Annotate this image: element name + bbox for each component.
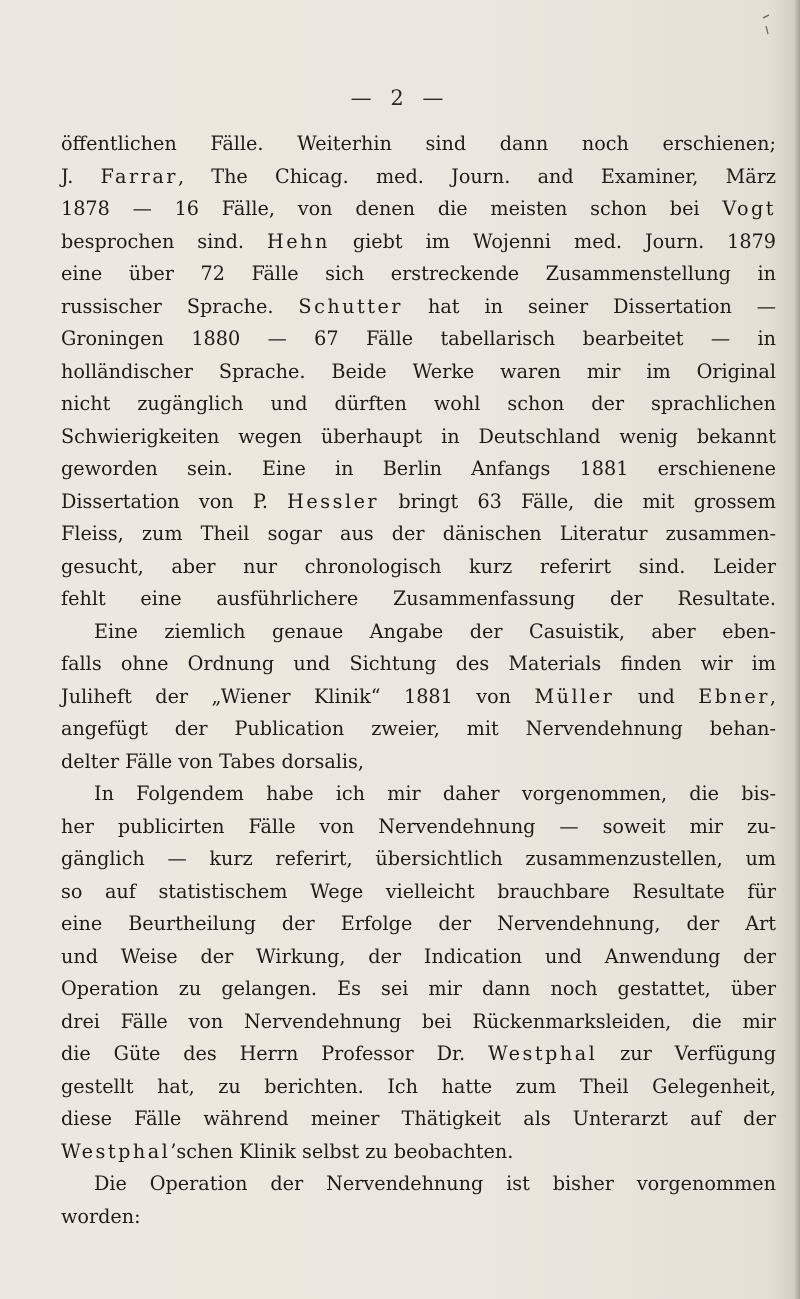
text-line [61, 258, 776, 291]
text-run: öffentlichen Fälle. Weiterhin sind dann noch erschienen; [61, 132, 776, 155]
text-run: Dissertation von P. [61, 489, 288, 513]
text-run: worden: [61, 1204, 141, 1228]
text-line [61, 1201, 776, 1234]
text-line [61, 551, 776, 584]
text-line [61, 291, 776, 324]
text-run: holländischer Sprache. Beide Werke waren mir im Original [61, 359, 776, 383]
text-run: Operation zu gelangen. Es sei mir dann noch gestattet, über [61, 977, 776, 1000]
text-line [61, 1168, 776, 1201]
text-line [61, 908, 776, 941]
page-number: — 2 — [350, 86, 450, 110]
text-run: Groningen 1880 — 67 Fälle tabellarisch bearbeitet — in [61, 327, 776, 350]
text-run: J. [61, 164, 101, 188]
text-run: zur Verfügung [597, 1042, 776, 1065]
text-run: die Güte des Herrn Professor Dr. [61, 1042, 488, 1065]
body-text [61, 128, 776, 1233]
text-run: falls ohne Ordnung und Sichtung des Materials finden wir im [61, 652, 776, 675]
text-run: her publicirten Fälle von Nervendehnung — soweit mir zu- [61, 814, 776, 838]
text-line [61, 128, 776, 161]
text-line [61, 388, 776, 421]
text-run: hat in seiner Dissertation — [402, 294, 776, 318]
text-run: Eine ziemlich genaue Angabe der Casuistik, aber eben- [94, 619, 776, 643]
text-line [61, 681, 776, 714]
text-line [61, 648, 776, 681]
pencil-mark-icon [762, 14, 770, 36]
text-line [61, 356, 776, 389]
text-line [61, 843, 776, 876]
text-line [61, 746, 776, 779]
text-run: gesucht, aber nur chronologisch kurz referirt sind. Leider [61, 554, 776, 578]
text-run: geworden sein. Eine in Berlin Anfangs 1881 erschienene [61, 457, 776, 480]
page-edge-shadow [794, 0, 800, 1299]
text-line [61, 1038, 776, 1071]
text-run: eine über 72 Fälle sich erstreckende Zusammenstellung in [61, 262, 776, 285]
text-run: 1878 — 16 Fälle, von denen die meisten schon bei [61, 197, 723, 220]
text-run: Juliheft der „Wiener Klinik“ 1881 von [61, 684, 535, 708]
text-run: diese Fälle während meiner Thätigkeit als Unterarzt auf der [61, 1107, 776, 1130]
text-run: delter Fälle von Tabes dorsalis, [61, 749, 364, 773]
text-line [61, 323, 776, 356]
text-line [61, 583, 776, 616]
text-run: besprochen sind. [61, 229, 268, 253]
text-line [61, 161, 776, 194]
text-line [61, 1071, 776, 1104]
text-run: Die Operation der Nervendehnung ist bisher vorgenommen [94, 1172, 776, 1195]
text-run: bringt 63 Fälle, die mit grossem [379, 489, 776, 513]
text-run: russischer Sprache. [61, 294, 299, 318]
text-run: fehlt eine ausführlichere Zusammenfassung der Resultate. [61, 587, 776, 610]
text-run: , The Chicag. med. Journ. and Examiner, März [177, 164, 776, 188]
text-run: giebt im Wojenni med. Journ. 1879 [329, 229, 776, 253]
author-name: Müller [534, 684, 615, 708]
text-run: eine Beurtheilung der Erfolge der Nervendehnung, der Art [61, 912, 776, 935]
text-run: nicht zugänglich und dürften wohl schon der sprachlichen [61, 392, 776, 415]
author-name: Farrar [100, 164, 178, 188]
text-run: so auf statistischem Wege vielleicht brauchbare Resultate für [61, 879, 776, 903]
text-run: und Weise der Wirkung, der Indication und Anwendung der [61, 944, 776, 968]
text-line [61, 941, 776, 974]
text-line [61, 1103, 776, 1136]
author-name: Ebner [698, 684, 770, 708]
author-name: Hessler [287, 489, 380, 513]
text-line [61, 453, 776, 486]
text-run: ’schen Klinik selbst zu beobachten. [170, 1139, 514, 1163]
text-run: drei Fälle von Nervendehnung bei Rückenmarksleiden, die mir [61, 1009, 776, 1033]
text-run: Fleiss, zum Theil sogar aus der dänischen Literatur zusammen- [61, 522, 776, 545]
text-line [61, 876, 776, 909]
text-run: gestellt hat, zu berichten. Ich hatte zum Theil Gelegenheit, [61, 1074, 776, 1098]
author-name: Vogt [722, 197, 776, 220]
text-line [61, 616, 776, 649]
text-line [61, 518, 776, 551]
text-line [61, 1006, 776, 1039]
author-name: Hehn [267, 229, 330, 253]
text-line [61, 1136, 776, 1169]
text-line [61, 811, 776, 844]
text-run: Schwierigkeiten wegen überhaupt in Deutschland wenig bekannt [61, 424, 776, 448]
text-line [61, 486, 776, 519]
text-line [61, 713, 776, 746]
author-name: Westphal [487, 1042, 598, 1065]
text-run: und [614, 684, 699, 708]
text-line [61, 226, 776, 259]
text-line [61, 193, 776, 226]
text-line [61, 973, 776, 1006]
text-line [61, 421, 776, 454]
text-run: gänglich — kurz referirt, übersichtlich zusammenzustellen, um [61, 847, 776, 870]
text-run: , [769, 684, 777, 708]
author-name: Westphal [61, 1139, 171, 1163]
author-name: Schutter [298, 294, 403, 318]
text-run: angefügt der Publication zweier, mit Nervendehnung behan- [61, 717, 776, 740]
text-run: In Folgendem habe ich mir daher vorgenommen, die bis- [94, 782, 776, 805]
text-line [61, 778, 776, 811]
